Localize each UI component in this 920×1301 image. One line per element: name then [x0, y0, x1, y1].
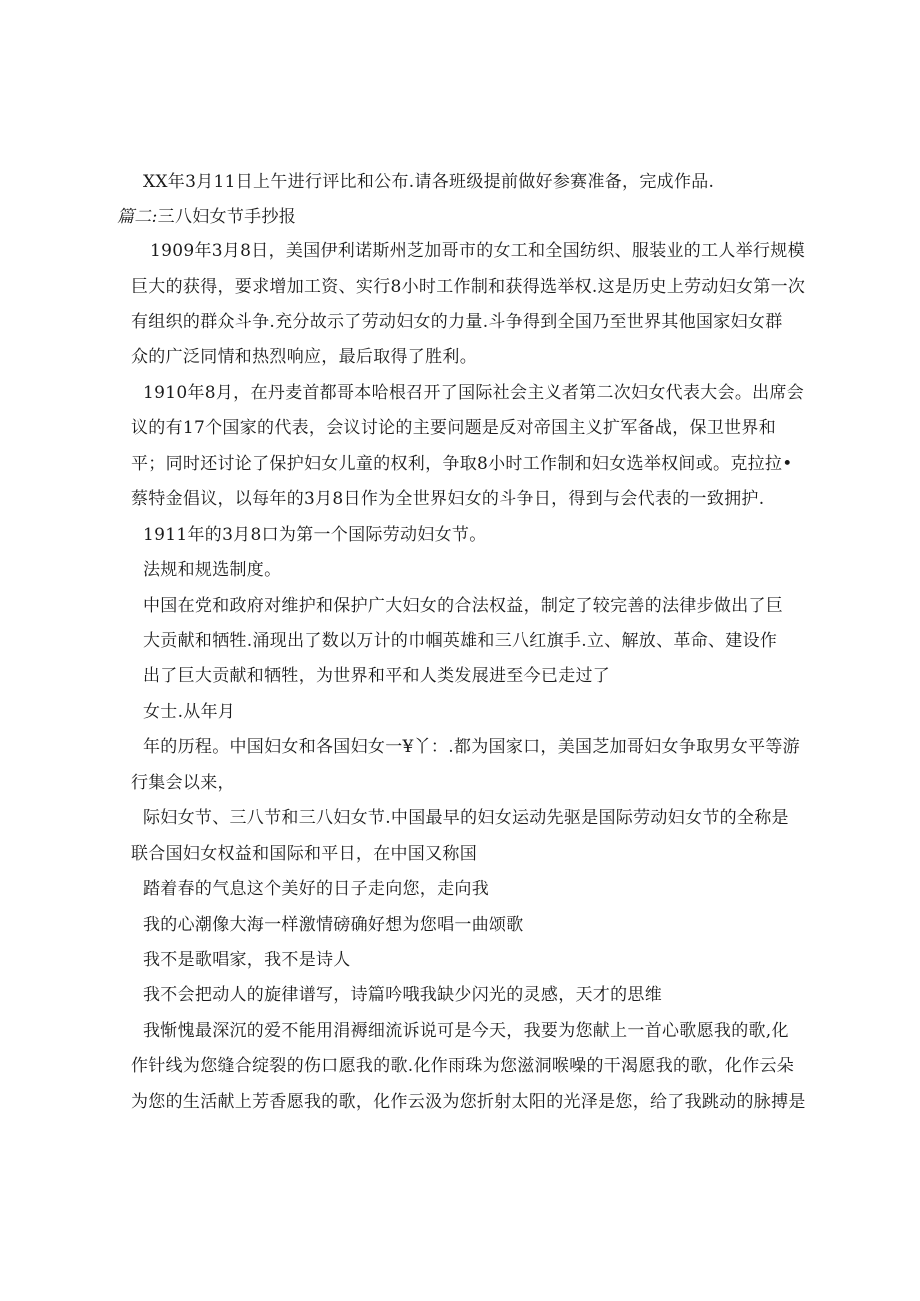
- text-line-1: XX年3月11日上午进行评比和公布.请各班级提前做好参赛准备，完成作品.: [143, 172, 715, 192]
- text-line-11: 1911年的3月8口为第一个国际劳动妇女节。: [143, 525, 487, 545]
- text-line-23: 我不是歌唱家，我不是诗人: [143, 950, 351, 970]
- text-line-22: 我的心潮像大海一样激情磅确好想为您唱一曲颂歌: [143, 915, 524, 935]
- text-line-12: 法规和规选制度。: [143, 560, 282, 580]
- text-line-7: 1910年8月，在丹麦首都哥本哈根召开了国际社会主义者第二次妇女代表大会。出席会: [143, 383, 805, 403]
- text-line-5: 有组织的群众斗争.充分故示了劳动妇女的力量.斗争得到全国乃至世界其他国家妇女群: [131, 312, 783, 332]
- text-line-17: 年的历程。中国妇女和各国妇女一¥丫：.都为国家口，美国芝加哥妇女争取男女平等游: [143, 737, 800, 757]
- heading-title: 三八妇女节手抄报: [157, 207, 297, 227]
- text-line-20: 联合国妇女权益和国际和平日，在中国又称国: [131, 844, 477, 864]
- text-line-14: 大贡献和牺牲.涌现出了数以万计的巾帼英雄和三八红旗手.立、解放、革命、建设作: [143, 631, 778, 651]
- heading-separator: :: [151, 207, 158, 227]
- text-line-3: 1909年3月8日，美国伊利诺斯州芝加哥市的女工和全国纺织、服装业的工人举行规模: [150, 241, 805, 261]
- text-line-8: 议的有17个国家的代表，会议讨论的主要问题是反对帝国主义扩军备战，保卫世界和: [131, 418, 777, 438]
- text-line-6: 众的广泛同情和热烈响应，最后取得了胜利。: [131, 347, 477, 367]
- text-line-27: 为您的生活献上芳香愿我的歌，化作云汲为您折射太阳的光泽是您，给了我跳动的脉搏是: [131, 1092, 806, 1112]
- text-line-21: 踏着春的气息这个美好的日子走向您，走向我: [143, 879, 489, 899]
- text-line-4: 巨大的获得，要求增加工资、实行8小时工作制和获得选举权.这是历史上劳动妇女第一次: [131, 277, 806, 297]
- text-line-9: 平；同时还讨论了保护妇女儿童的权利，争取8小时工作制和妇女选举权间或。克拉拉•: [131, 454, 793, 474]
- text-line-16: 女士.从年月: [143, 702, 236, 722]
- text-line-24: 我不会把动人的旋律谱写，诗篇吟哦我缺少闪光的灵感，天才的思维: [143, 985, 662, 1005]
- text-line-19: 际妇女节、三八节和三八妇女节.中国最早的妇女运动先驱是国际劳动妇女节的全称是: [143, 808, 789, 828]
- text-line-26: 作针线为您缝合绽裂的伤口愿我的歌.化作雨珠为您滋洞喉噪的干渴愿我的歌，化作云朵: [131, 1056, 795, 1076]
- section-heading: [117, 205, 296, 229]
- text-line-10: 蔡特金倡议，以每年的3月8日作为全世界妇女的斗争日，得到与会代表的一致拥护.: [131, 489, 765, 509]
- text-line-25: 我惭愧最深沉的爱不能用涓褥细流诉说可是今天，我要为您献上一首心歌愿我的歌,化: [143, 1021, 789, 1041]
- text-line-15: 出了巨大贡献和牺牲，为世界和平和人类发展进至今已走过了: [143, 666, 611, 686]
- text-line-18: 行集会以来，: [131, 773, 235, 793]
- text-line-13: 中国在党和政府对维护和保护广大妇女的合法权益，制定了较完善的法律步做出了巨: [143, 596, 784, 616]
- heading-prefix: 篇二: [117, 207, 152, 227]
